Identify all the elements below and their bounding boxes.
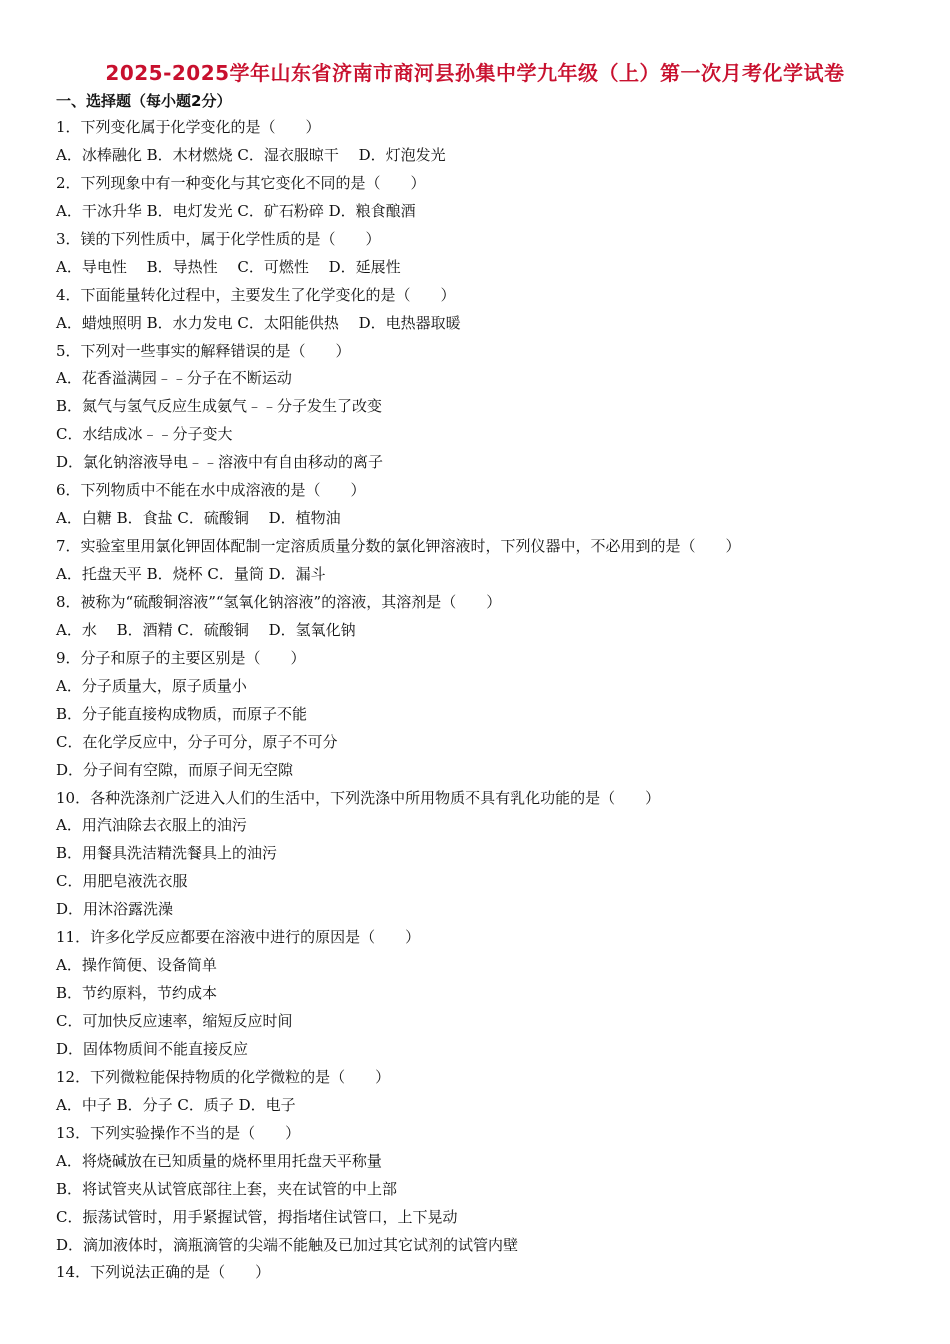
question-line: 12．下列微粒能保持物质的化学微粒的是（ ） [56, 1067, 391, 1086]
option-line: A．导电性 B．导热性 C．可燃性 D．延展性 [56, 257, 401, 276]
question-line: 10．各种洗涤剂广泛进入人们的生活中，下列洗涤中所用物质不具有乳化功能的是（ ） [56, 788, 661, 807]
option-line: B．分子能直接构成物质，而原子不能 [56, 704, 308, 723]
question-line: 2．下列现象中有一种变化与其它变化不同的是（ ） [56, 173, 426, 192]
option-line: A．中子 B．分子 C．质子 D．电子 [56, 1095, 296, 1114]
question-line: 14．下列说法正确的是（ ） [56, 1263, 271, 1282]
option-line: B．用餐具洗洁精洗餐具上的油污 [56, 844, 278, 863]
option-line: B．氮气与氢气反应生成氨气﹣﹣分子发生了改变 [56, 397, 383, 416]
option-line: C．用肥皂液洗衣服 [56, 872, 188, 891]
option-line: C．可加快反应速率，缩短反应时间 [56, 1012, 293, 1030]
option-line: A．分子质量大，原子质量小 [56, 676, 247, 695]
option-line: D．用沐浴露洗澡 [56, 900, 174, 919]
section-heading: 一、选择题（每小题2分） [56, 92, 232, 110]
exam-title: 2025-2025学年山东省济南市商河县孙集中学九年级（上）第一次月考化学试卷 [105, 61, 845, 85]
option-line: A．用汽油除去衣服上的油污 [56, 816, 247, 835]
option-line: A．干冰升华 B．电灯发光 C．矿石粉碎 D．粮食酿酒 [56, 201, 416, 220]
option-line: C．振荡试管时，用手紧握试管，拇指堵住试管口，上下晃动 [56, 1207, 458, 1226]
question-list [56, 114, 916, 1287]
option-line: B．将试管夹从试管底部往上套，夹在试管的中上部 [56, 1179, 398, 1198]
option-line: D．固体物质间不能直接反应 [56, 1039, 249, 1058]
question-line: 5．下列对一些事实的解释错误的是（ ） [56, 341, 351, 360]
question-line: 13．下列实验操作不当的是（ ） [56, 1123, 301, 1142]
option-line: B．节约原料，节约成本 [56, 984, 218, 1003]
option-line: D．滴加液体时，滴瓶滴管的尖端不能触及已加过其它试剂的试管内壁 [56, 1235, 519, 1254]
option-line: A．冰棒融化 B．木材燃烧 C．湿衣服晾干 D．灯泡发光 [56, 145, 446, 164]
question-line: 7．实验室里用氯化钾固体配制一定溶质质量分数的氯化钾溶液时，下列仪器中，不必用到的是（ ） [56, 537, 741, 556]
option-line: A．白糖 B．食盐 C．硫酸铜 D．植物油 [56, 509, 341, 528]
exam-content [56, 88, 916, 1287]
option-line: C．水结成冰﹣﹣分子变大 [56, 425, 233, 444]
option-line: C．在化学反应中，分子可分，原子不可分 [56, 732, 338, 751]
option-line: A．花香溢满园﹣﹣分子在不断运动 [56, 369, 292, 388]
option-line: D．氯化钠溶液导电﹣﹣溶液中有自由移动的离子 [56, 453, 384, 472]
option-line: D．分子间有空隙，而原子间无空隙 [56, 760, 294, 779]
question-line: 3．镁的下列性质中，属于化学性质的是（ ） [56, 229, 381, 248]
option-line: A．水 B．酒精 C．硫酸铜 D．氢氧化钠 [56, 620, 356, 639]
question-line: 8．被称为“硫酸铜溶液”“氢氧化钠溶液”的溶液，其溶剂是（ ） [56, 592, 502, 611]
option-line: A．蜡烛照明 B．水力发电 C．太阳能供热 D．电热器取暖 [56, 313, 461, 332]
question-line: 11．许多化学反应都要在溶液中进行的原因是（ ） [56, 928, 421, 947]
option-line: A．操作简便、设备简单 [56, 956, 217, 975]
question-line: 6．下列物质中不能在水中成溶液的是（ ） [56, 481, 366, 500]
question-line: 4．下面能量转化过程中，主要发生了化学变化的是（ ） [56, 285, 456, 304]
question-line: 9．分子和原子的主要区别是（ ） [56, 648, 306, 667]
option-line: A．将烧碱放在已知质量的烧杯里用托盘天平称量 [56, 1151, 382, 1170]
option-line: A．托盘天平 B．烧杯 C．量筒 D．漏斗 [56, 565, 326, 583]
question-line: 1．下列变化属于化学变化的是（ ） [56, 118, 321, 136]
